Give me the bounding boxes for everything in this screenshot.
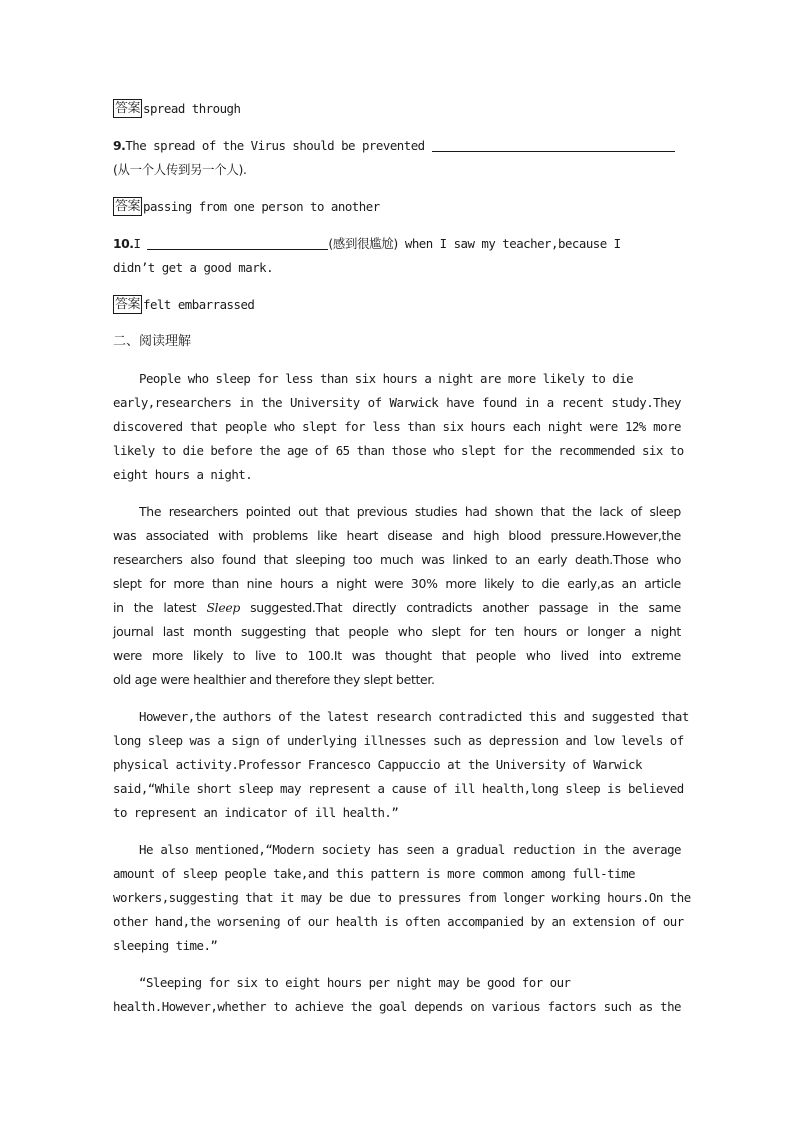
- paragraph-line: amount of sleep people take,and this pattern is more common among full-time: [113, 866, 635, 881]
- journal-title: Sleep: [206, 600, 241, 615]
- paragraph-line: journal last month suggesting that people who slept for ten hours or longer a night: [113, 624, 681, 639]
- paragraph-line: other hand,the worsening of our health is often accompanied by an extension of our: [113, 914, 684, 929]
- paragraph-line: sleeping time.”: [113, 938, 218, 953]
- passage-paragraph-3: [113, 705, 689, 825]
- question-number: 10.: [113, 236, 134, 251]
- paragraph-line: long sleep was a sign of underlying illnesses such as depression and low levels of: [113, 733, 684, 748]
- paragraph-line: He also mentioned,“Modern society has seen a gradual reduction in the average: [139, 842, 681, 857]
- section-title: 二、阅读理解: [113, 334, 192, 349]
- paragraph-line: early,researchers in the University of Warwick have found in a recent study.They: [113, 395, 681, 410]
- passage-paragraph-2: [113, 500, 681, 692]
- question-9-hint: (从一个人传到另一个人).: [113, 162, 247, 177]
- question-number: 9.: [113, 138, 126, 153]
- paragraph-line: The researchers pointed out that previous studies had shown that the lack of sleep: [139, 504, 681, 519]
- paragraph-line: to represent an indicator of ill health.”: [113, 805, 399, 820]
- answer-blank: [432, 138, 675, 152]
- passage-paragraph-5: [113, 971, 681, 1019]
- question-text: I: [133, 236, 148, 251]
- answer-tag: 答案: [115, 297, 141, 312]
- paragraph-text: in the latest: [113, 600, 207, 615]
- page-content: [113, 97, 691, 1032]
- paragraph-line: researchers also found that sleeping too much was linked to an early death.Those who: [113, 552, 681, 567]
- answer-blank: [147, 236, 328, 250]
- answer-row-q10: [113, 293, 681, 317]
- answer-row-q9: [113, 195, 681, 219]
- paragraph-line: were more likely to live to 100.It was thought that people who lived into extreme: [113, 648, 681, 663]
- answer-row-q8: [113, 97, 681, 121]
- question-hint: (感到很尴尬): [328, 236, 398, 251]
- answer-text-q9: passing from one person to another: [143, 199, 380, 214]
- passage-paragraph-4: [113, 838, 691, 958]
- question-10-line-1: [113, 232, 681, 256]
- question-9-line-1: [113, 134, 681, 158]
- paragraph-line: old age were healthier and therefore they slept better.: [113, 672, 435, 687]
- answer-tag: 答案: [115, 101, 141, 116]
- paragraph-line: physical activity.Professor Francesco Cappuccio at the University of Warwick: [113, 757, 642, 772]
- answer-tag: 答案: [115, 199, 141, 214]
- question-9: [113, 134, 681, 182]
- paragraph-line: eight hours a night.: [113, 467, 253, 482]
- paragraph-line: said,“While short sleep may represent a cause of ill health,long sleep is believed: [113, 781, 684, 796]
- question-10-line-2: didn’t get a good mark.: [113, 260, 274, 275]
- paragraph-line: was associated with problems like heart disease and high blood pressure.However,the: [113, 528, 681, 543]
- paragraph-line: slept for more than nine hours a night were 30% more likely to die early,as an article: [113, 576, 681, 591]
- passage-paragraph-1: [113, 367, 684, 487]
- paragraph-line: [113, 596, 681, 620]
- paragraph-line: “Sleeping for six to eight hours per night may be good for our: [139, 975, 571, 990]
- question-text-after: when I saw my teacher,because I: [397, 236, 621, 251]
- paragraph-line: health.However,whether to achieve the goal depends on various factors such as the: [113, 999, 681, 1014]
- paragraph-line: However,the authors of the latest research contradicted this and suggested that: [139, 709, 689, 724]
- answer-text-q8: spread through: [143, 101, 241, 116]
- answer-text-q10: felt embarrassed: [143, 297, 255, 312]
- question-10: [113, 232, 681, 280]
- paragraph-line: People who sleep for less than six hours a night are more likely to die: [139, 371, 634, 386]
- paragraph-line: workers,suggesting that it may be due to pressures from longer working hours.On the: [113, 890, 691, 905]
- paragraph-line: likely to die before the age of 65 than those who slept for the recommended six to: [113, 443, 684, 458]
- paragraph-text: suggested.That directly contradicts another passage in the same: [240, 600, 681, 615]
- question-text: The spread of the Virus should be prevented: [125, 138, 432, 153]
- paragraph-line: discovered that people who slept for less than six hours each night were 12% more: [113, 419, 681, 434]
